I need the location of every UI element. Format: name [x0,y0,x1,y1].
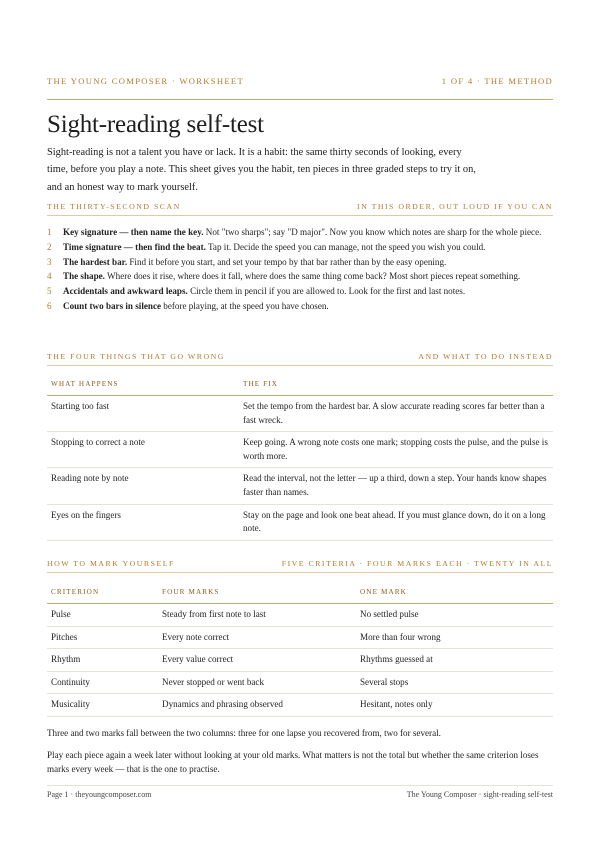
page-title: Sight-reading self-test [47,111,264,138]
step-number: 6 [47,300,52,311]
step-lead: Count two bars in silence [63,300,162,311]
column-header: FOUR MARKS [158,581,356,604]
scan-step [47,285,553,299]
fix-cell: Stay on the page and look one beat ahead. If you must glance down, do it on a long note. [239,504,553,540]
problems-aside: AND WHAT TO DO INSTEAD [418,352,553,361]
problems-table [47,373,553,541]
problem-cell: Reading note by note [47,468,239,504]
criterion-cell: Musicality [47,694,158,717]
step-lead: The shape. [63,271,105,282]
scan-divider [47,215,553,216]
header-publication: THE YOUNG COMPOSER · WORKSHEET [47,76,245,86]
footer-doc-title: The Young Composer · sight-reading self-test [406,790,553,799]
table-row [47,504,553,540]
scan-heading: THE THIRTY-SECOND SCAN [47,202,181,211]
step-text: Circle them in pencil if you are allowed to. Look for the first and last notes. [187,286,466,297]
table-row [47,694,553,717]
problems-section-header [47,352,553,361]
step-text: Where does it rise, where does it fall, where does the same thing come back? Most short pieces repeat something. [104,271,521,282]
step-lead: The hardest bar. [63,256,128,267]
step-text: Tap it. Decide the speed you can manage, not the speed you wish you could. [205,241,486,252]
problem-cell: Starting too fast [47,396,239,432]
four-marks-cell: Steady from first note to last [158,604,356,627]
table-row [47,649,553,672]
table-row [47,671,553,694]
problems-divider [47,365,553,366]
scan-step-list [47,226,553,315]
scan-step [47,256,553,270]
fix-cell: Set the tempo from the hardest bar. A slow accurate reading scores far better than a fast wreck. [239,396,553,432]
criterion-cell: Rhythm [47,649,158,672]
intro-paragraph: Sight-reading is not a talent you have or lack. It is a habit: the same thirty seconds of looking, every time, before you play a note. This sheet gives you the habit, ten pieces in three graded steps to try it on, and an honest way to mark yourself. [47,147,476,193]
fix-cell: Keep going. A wrong note costs one mark; stopping costs the pulse, and the pulse is worth more. [239,432,553,468]
marking-section-header [47,559,553,568]
footer-page-site: Page 1 · theyoungcomposer.com [47,790,152,799]
four-marks-cell: Every note correct [158,626,356,649]
step-number: 2 [47,241,52,252]
table-row [47,396,553,432]
practice-note: Play each piece again a week later without looking at your old marks. What matters is not the total but whether the same criterion loses marks every week — that is the one to practise. [47,750,539,774]
problems-heading: THE FOUR THINGS THAT GO WRONG [47,352,225,361]
marking-heading: HOW TO MARK YOURSELF [47,559,175,568]
table-header-row [47,581,553,604]
header-page-info: 1 OF 4 · THE METHOD [441,76,553,86]
step-number: 4 [47,271,52,282]
four-marks-cell: Every value correct [158,649,356,672]
table-header-row [47,373,553,396]
one-mark-cell: Hesitant, notes only [356,694,553,717]
one-mark-cell: No settled pulse [356,604,553,627]
scan-step [47,270,553,284]
scan-section-header [47,202,553,211]
scan-step [47,226,553,240]
fix-cell: Read the interval, not the letter — up a third, down a step. Your hands know shapes faster than names. [239,468,553,504]
header-divider [47,99,553,100]
column-header: THE FIX [239,373,553,396]
problem-cell: Eyes on the fingers [47,504,239,540]
criterion-cell: Pulse [47,604,158,627]
criterion-cell: Continuity [47,671,158,694]
step-text: before playing, at the speed you have chosen. [161,300,329,311]
one-mark-cell: Several stops [356,671,553,694]
table-row [47,468,553,504]
criterion-cell: Pitches [47,626,158,649]
table-row [47,626,553,649]
marking-aside: FIVE CRITERIA · FOUR MARKS EACH · TWENTY IN ALL [281,559,553,568]
table-row [47,432,553,468]
marking-table [47,581,553,717]
scan-step [47,300,553,314]
step-lead: Key signature — then name the key. [63,227,204,237]
column-header: WHAT HAPPENS [47,373,239,396]
one-mark-cell: More than four wrong [356,626,553,649]
step-text: Not "two sharps"; say "D major". Now you know which notes are sharp for the whole piece. [203,227,542,237]
column-header: CRITERION [47,581,158,604]
table-row [47,604,553,627]
column-header: ONE MARK [356,581,553,604]
step-number: 5 [47,286,52,297]
four-marks-cell: Dynamics and phrasing observed [158,694,356,717]
marking-divider [47,572,553,573]
problem-cell: Stopping to correct a note [47,432,239,468]
marking-note: Three and two marks fall between the two columns: three for one lapse you recovered from, two for several. [47,728,441,738]
footer-divider [47,785,553,786]
scan-aside: IN THIS ORDER, OUT LOUD IF YOU CAN [357,202,553,211]
step-number: 3 [47,256,52,267]
scan-step [47,241,553,255]
running-header [47,76,553,86]
four-marks-cell: Never stopped or went back [158,671,356,694]
step-lead: Time signature — then find the beat. [63,241,206,252]
one-mark-cell: Rhythms guessed at [356,649,553,672]
step-text: Find it before you start, and set your tempo by that bar rather than by the easy opening. [127,256,447,267]
step-lead: Accidentals and awkward leaps. [63,286,188,297]
step-number: 1 [47,227,52,237]
page-footer [47,790,553,799]
